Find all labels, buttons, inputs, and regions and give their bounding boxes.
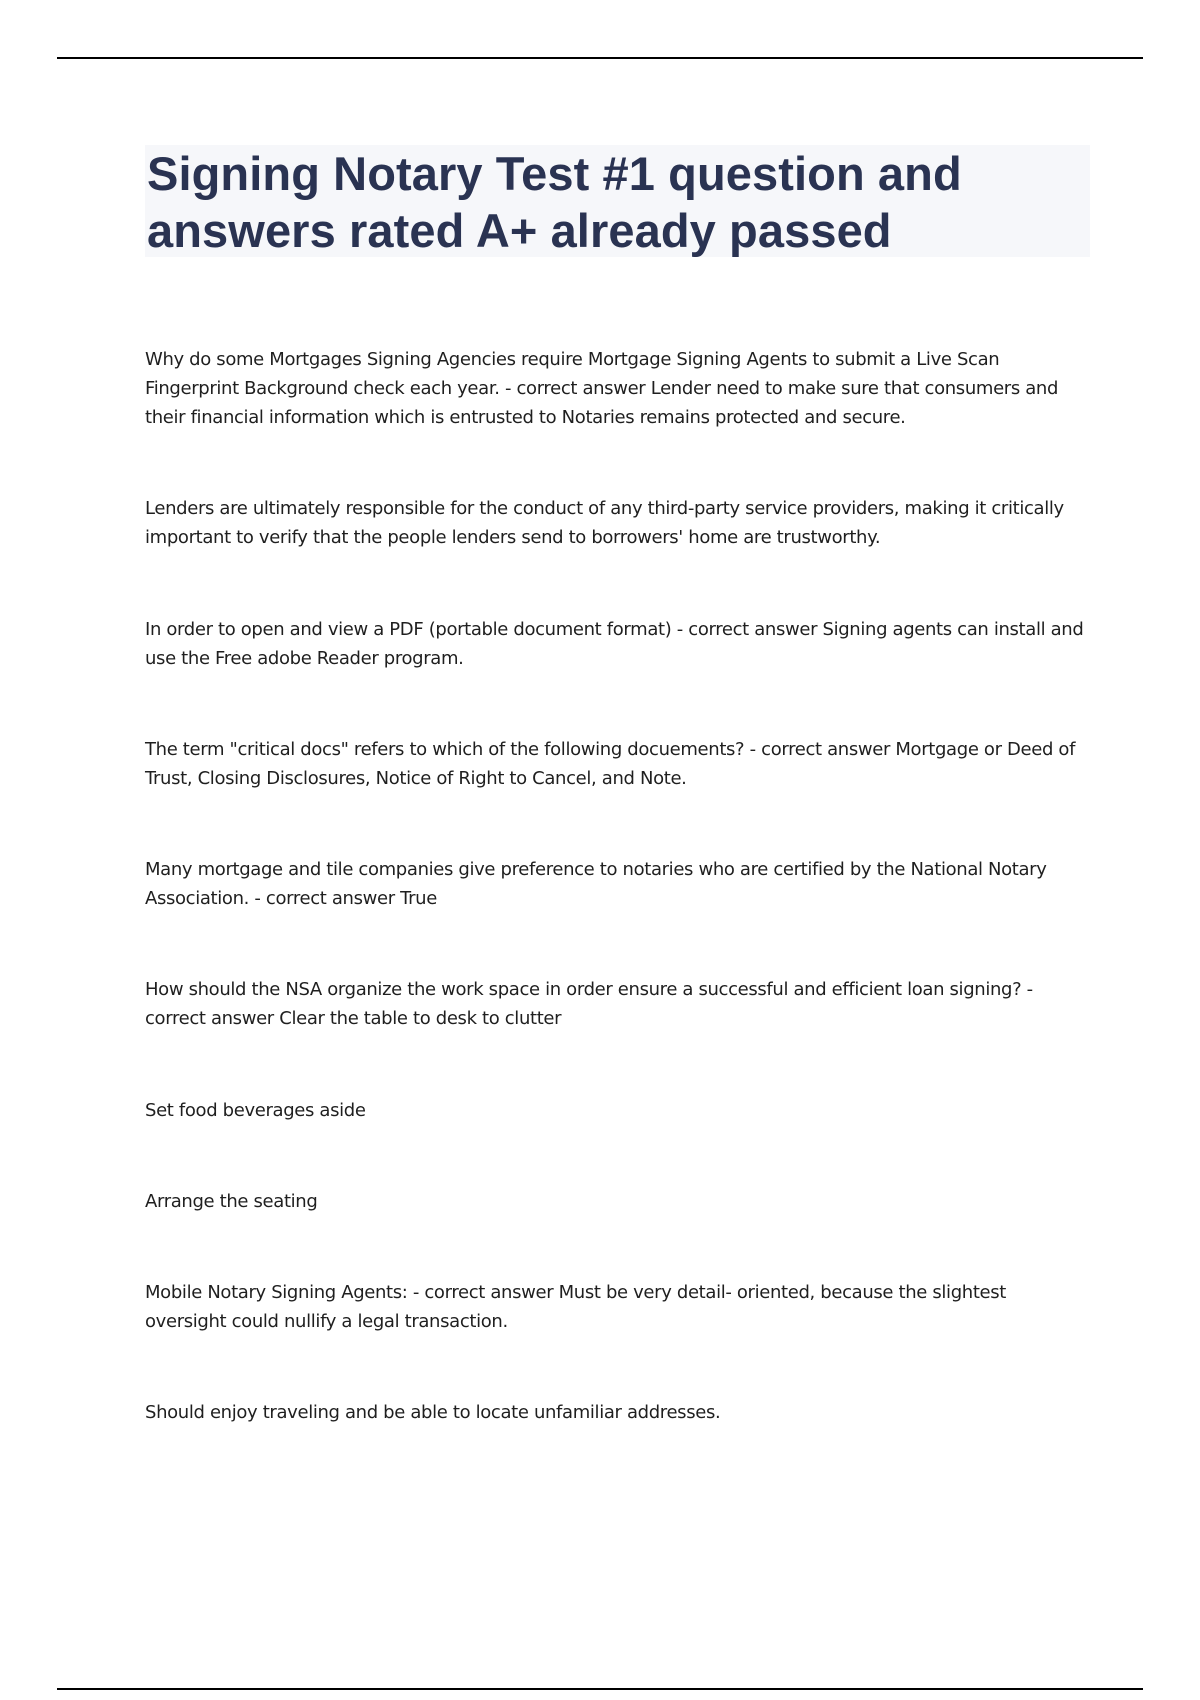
paragraph-5: Many mortgage and tile companies give preference to notaries who are certified by the National Notary Association. - correct answer True — [145, 859, 1047, 909]
top-rule — [57, 57, 1143, 59]
paragraph-8: Arrange the seating — [145, 1191, 318, 1212]
title-box — [145, 145, 1090, 257]
paragraph-4: The term "critical docs" refers to which of the following docuements? - correct answer Mortgage or Deed of Trust, Closing Disclosures, Notice of Right to Cancel, and Note. — [145, 739, 1076, 789]
bottom-rule — [57, 1688, 1143, 1690]
paragraph-6: How should the NSA organize the work space in order ensure a successful and efficient loan signing? - correct answer Clear the table to desk to clutter — [145, 979, 1033, 1029]
paragraph-3: In order to open and view a PDF (portable document format) - correct answer Signing agents can install and use the Free adobe Reader program. — [145, 619, 1084, 669]
paragraph-10: Should enjoy traveling and be able to locate unfamiliar addresses. — [145, 1402, 721, 1423]
paragraph-9: Mobile Notary Signing Agents: - correct answer Must be very detail- oriented, because the slightest oversight could nullify a legal transaction. — [145, 1282, 1006, 1332]
paragraph-2: Lenders are ultimately responsible for the conduct of any third-party service providers, making it critically important to verify that the people lenders send to borrowers' home are trustworthy. — [145, 498, 1064, 548]
page-title: Signing Notary Test #1 question and answers rated A+ already passed — [147, 147, 962, 257]
paragraph-1: Why do some Mortgages Signing Agencies require Mortgage Signing Agents to submit a Live Scan Fingerprint Background check each year. - correct answer Lender need to make sure that consumers and their financial information which is entrusted to Notaries remains protected and secure. — [145, 349, 1059, 428]
paragraph-7: Set food beverages aside — [145, 1100, 366, 1121]
